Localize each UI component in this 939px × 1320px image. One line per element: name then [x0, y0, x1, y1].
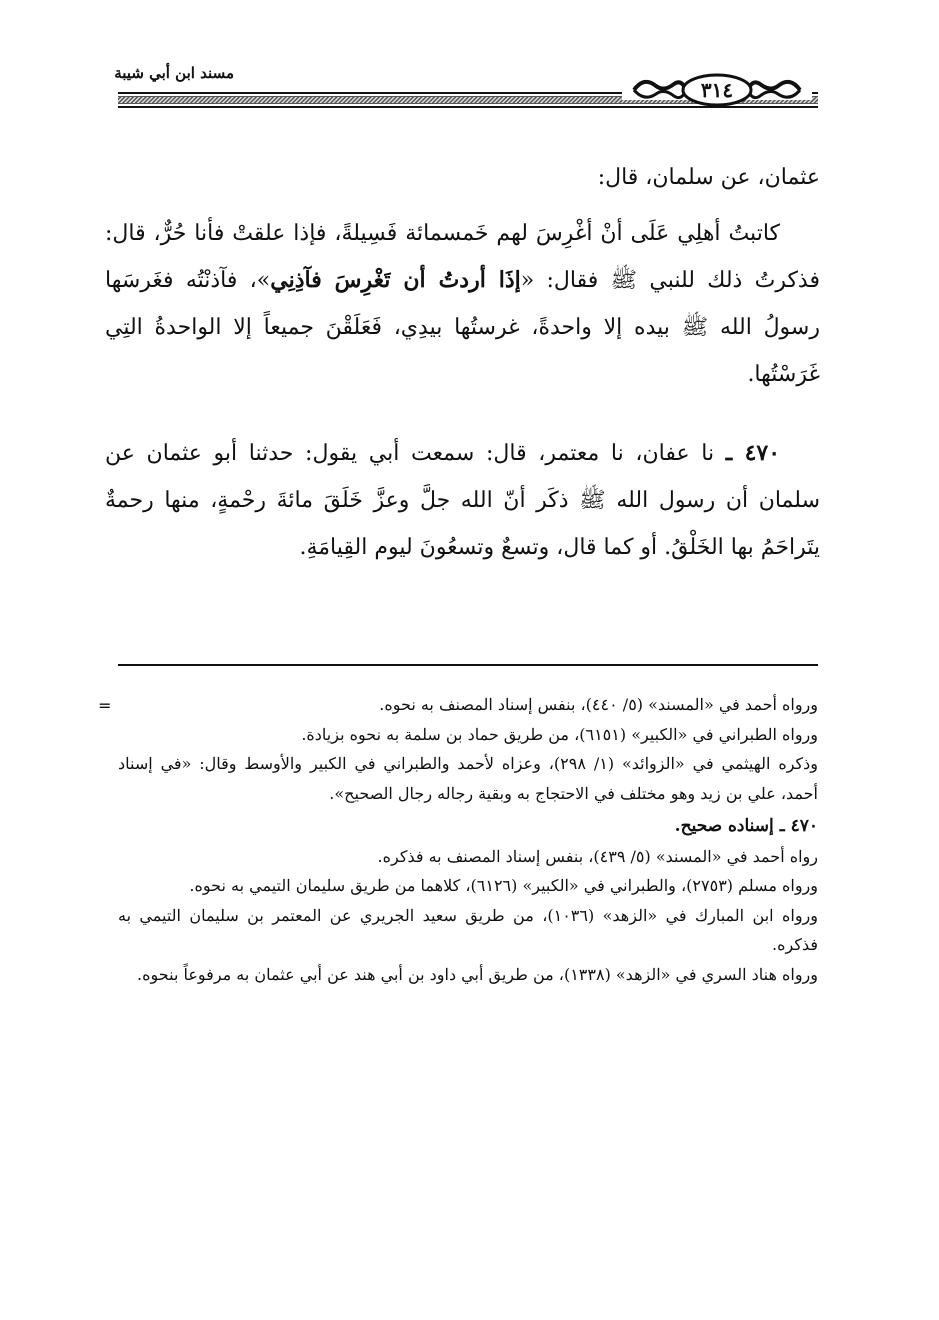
main-text	[105, 154, 820, 201]
continuation-mark: =	[98, 696, 112, 715]
note-line: ورواه الطبراني في «الكبير» (٦١٥١)، من طريق حماد بن سلمة به نحوه بزيادة.	[301, 724, 818, 744]
footnotes	[118, 690, 818, 989]
paragraph-1-text: كاتبتُ أهلِي عَلَى أنْ أغْرِسَ لهم خَمسمائة فَسِيلةً، فإذا علقتْ فأنا حُرٌّ، قال: فذكرتُ ذلك للنبي ﷺ فقال: «	[105, 221, 820, 293]
intro-line: عثمان، عن سلمان، قال:	[597, 165, 820, 190]
note-line: رواه أحمد في «المسند» (٥/ ٤٣٩)، بنفس إسناد المصنف به فذكره.	[377, 846, 818, 866]
note-line: ورواه ابن المبارك في «الزهد» (١٠٣٦)، من طريق سعيد الجريري عن المعتمر بن سليمان التيمي به فذكره.	[118, 905, 818, 954]
hadith-number: ٤٧٠ ـ	[725, 440, 781, 466]
footnote-rule	[118, 664, 818, 666]
note-heading: ٤٧٠ ـ إسناده صحيح.	[674, 816, 818, 836]
note-line: وذكره الهيثمي في «الزوائد» (١/ ٢٩٨)، وعزاه لأحمد والطبراني في الكبير والأوسط وقال: «في إسناد أحمد، علي بن زيد وهو مختلف في الاحتجاج به وبقية رجاله رجال الصحيح».	[118, 754, 819, 803]
note-line: ورواه أحمد في «المسند» (٥/ ٤٤٠)، بنفس إسناد المصنف به نحوه.	[379, 695, 818, 714]
running-title: مسند ابن أبي شيبة	[114, 64, 234, 82]
paragraph-1	[105, 210, 820, 398]
hadith-470	[105, 430, 820, 571]
note-line: ورواه هناد السري في «الزهد» (١٣٣٨)، من طريق أبي داود بن أبي هند عن أبي عثمان به مرفوعاً بنحوه.	[137, 964, 818, 984]
paragraph-1-text-end: »، فآذنْتُه فغَرسَها رسولُ الله ﷺ بيده إلا واحدةً، غرستُها بيدِي، فَعَلَقْنَ جميعاً إلا الواحدةُ التِي غَرَسْتُها.	[105, 268, 820, 387]
page-number-ornament	[622, 70, 812, 110]
hadith-470-text: نا عفان، نا معتمر، قال: سمعت أبي يقول: حدثنا أبو عثمان عن سلمان أن رسول الله ﷺ ذكَر أنّ الله جلَّ وعزَّ خَلَقَ مائةَ رحْمةٍ، منها رحمةٌ يتَراحَمُ بها الخَلْقُ. أو كما قال، وتسعٌ وتسعُونَ ليوم القِيامَةِ.	[105, 441, 820, 560]
page-number: ٣١٤	[700, 78, 734, 102]
note-line: ورواه مسلم (٢٧٥٣)، والطبراني في «الكبير» (٦١٢٦)، كلاهما من طريق سليمان التيمي به نحوه.	[189, 876, 818, 895]
hadith-quote: إذَا أردتُ أن تَغْرِسَ فآذِنِي	[270, 267, 521, 293]
